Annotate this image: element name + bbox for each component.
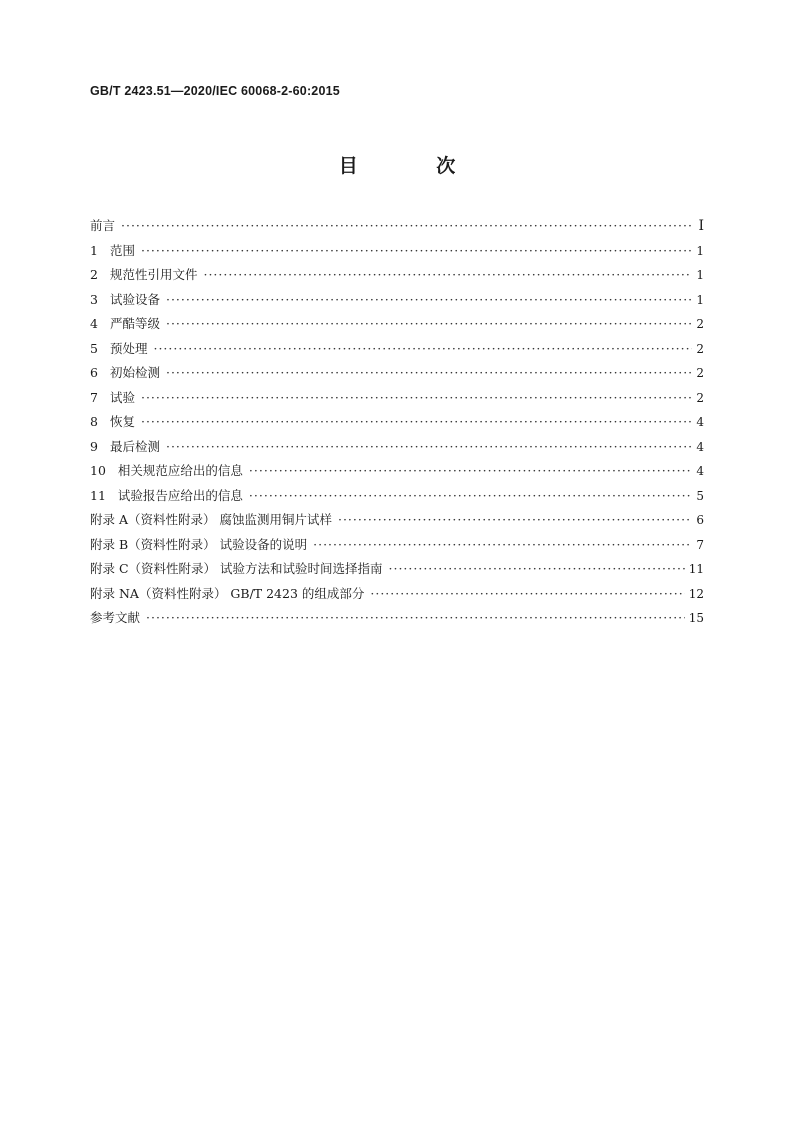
toc-list (90, 214, 704, 631)
toc-entry-label: 初始检测 (109, 365, 160, 380)
toc-entry-label: 试验设备 (109, 291, 160, 307)
toc-entry-8[interactable] (90, 410, 704, 435)
toc-entry-1[interactable] (90, 239, 704, 264)
toc-entry-page: Ⅰ (698, 218, 704, 234)
toc-leader-dots (370, 582, 684, 607)
toc-leader-dots (141, 410, 692, 435)
toc-entry-number: 5 (90, 340, 98, 356)
toc-entry-page: 4 (696, 415, 704, 429)
toc-entry-appendix-na[interactable] (90, 582, 704, 607)
standard-code-header: GB/T 2423.51—2020/IEC 60068-2-60:2015 (90, 84, 340, 98)
toc-entry-page: 4 (696, 439, 704, 454)
toc-leader-dots (121, 214, 694, 239)
toc-entry-label: 范围 (109, 242, 135, 258)
toc-entry-page: 1 (696, 268, 704, 282)
toc-entry-page: 12 (688, 586, 704, 601)
toc-leader-dots (153, 337, 692, 362)
toc-entry-number: 4 (90, 316, 98, 331)
toc-leader-dots (249, 484, 692, 509)
toc-entry-page: 5 (696, 488, 704, 503)
toc-entry-page: 4 (696, 464, 704, 478)
toc-entry-number: 3 (90, 291, 98, 307)
toc-entry-5[interactable] (90, 337, 704, 362)
toc-leader-dots (203, 263, 692, 288)
toc-entry-label: 预处理 (109, 340, 148, 356)
toc-entry-label: 前言 (90, 218, 116, 233)
toc-entry-7[interactable] (90, 386, 704, 411)
toc-entry-label: 附录 B（资料性附录） 试验设备的说明 (90, 536, 308, 552)
toc-entry-page: 7 (696, 537, 704, 552)
toc-entry-label: 最后检测 (109, 438, 160, 454)
toc-entry-number: 2 (90, 267, 98, 282)
toc-entry-page: 2 (696, 366, 704, 380)
toc-entry-number: 11 (90, 487, 106, 503)
toc-leader-dots (166, 361, 692, 386)
toc-entry-number: 1 (90, 242, 98, 258)
toc-title: 目 次 (338, 155, 492, 177)
toc-entry-appendix-b[interactable] (90, 533, 704, 558)
toc-entry-number: 10 (90, 463, 106, 478)
toc-entry-3[interactable] (90, 288, 704, 313)
toc-entry-appendix-c[interactable] (90, 557, 704, 582)
toc-leader-dots (166, 312, 692, 337)
toc-entry-label: 附录 A（资料性附录） 腐蚀监测用铜片试样 (90, 512, 332, 527)
toc-entry-page: 6 (696, 513, 704, 527)
toc-leader-dots (166, 435, 692, 460)
toc-entry-label: 附录 C（资料性附录） 试验方法和试验时间选择指南 (90, 561, 383, 576)
toc-leader-dots (146, 606, 685, 631)
toc-entry-number: 6 (90, 365, 98, 380)
toc-entry-page: 1 (696, 292, 704, 307)
toc-leader-dots (141, 239, 692, 264)
toc-entry-preface[interactable] (90, 214, 704, 239)
toc-entry-label: 试验 (109, 389, 135, 405)
toc-entry-label: 规范性引用文件 (109, 267, 198, 282)
toc-entry-label: 附录 NA（资料性附录） GB/T 2423 的组成部分 (90, 585, 365, 601)
toc-entry-label: 试验报告应给出的信息 (117, 487, 243, 503)
toc-entry-label: 恢复 (109, 414, 135, 429)
toc-entry-label: 严酷等级 (109, 316, 160, 331)
toc-leader-dots (313, 533, 692, 558)
toc-entry-appendix-a[interactable] (90, 508, 704, 533)
toc-entry-6[interactable] (90, 361, 704, 386)
toc-entry-page: 2 (696, 341, 704, 356)
toc-entry-4[interactable] (90, 312, 704, 337)
toc-entry-10[interactable] (90, 459, 704, 484)
toc-leader-dots (249, 459, 692, 484)
toc-leader-dots (141, 386, 692, 411)
toc-entry-references[interactable] (90, 606, 704, 631)
toc-entry-number: 9 (90, 438, 98, 454)
toc-entry-page: 2 (696, 390, 704, 405)
toc-leader-dots (389, 557, 685, 582)
toc-entry-number: 7 (90, 389, 98, 405)
toc-entry-page: 15 (688, 611, 704, 625)
toc-entry-9[interactable] (90, 435, 704, 460)
toc-entry-label: 相关规范应给出的信息 (117, 463, 243, 478)
toc-leader-dots (338, 508, 692, 533)
toc-leader-dots (166, 288, 692, 313)
toc-entry-2[interactable] (90, 263, 704, 288)
toc-entry-11[interactable] (90, 484, 704, 509)
toc-entry-page: 11 (688, 562, 704, 576)
toc-entry-page: 2 (696, 317, 704, 331)
toc-entry-number: 8 (90, 414, 98, 429)
toc-entry-label: 参考文献 (90, 610, 141, 625)
toc-entry-page: 1 (696, 243, 704, 258)
